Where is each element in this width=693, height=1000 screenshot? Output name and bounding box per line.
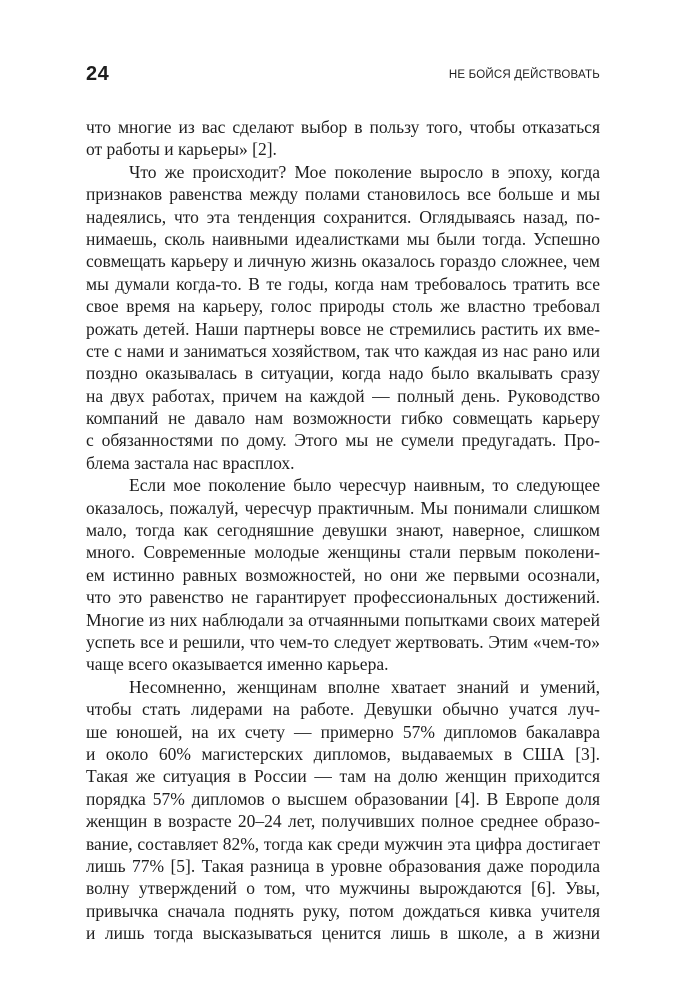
- text-line: ем истинно равных возможностей, но они же первыми осознали,: [86, 564, 600, 585]
- text-line: на двух работах, причем на каждой — полный день. Руководство: [86, 385, 600, 406]
- text-line: Что же происходит? Мое поколение выросло в эпоху, когда: [129, 161, 600, 182]
- text-line: надеялись, что эта тенденция сохранится. Оглядываясь назад, по-: [86, 206, 600, 227]
- text-line: Многие из них наблюдали за отчаянными попытками своих матерей: [86, 609, 600, 630]
- paragraph: [86, 116, 600, 161]
- text-line: волну утверждений о том, что мужчины вырождаются [6]. Увы,: [86, 878, 600, 899]
- text-line: чтобы стать лидерами на работе. Девушки обычно учатся луч-: [86, 699, 600, 720]
- text-line: вание, составляет 82%, тогда как среди мужчин эта цифра достигает: [86, 833, 600, 854]
- text-line: и лишь тогда высказываться ценится лишь в школе, а в жизни: [86, 923, 600, 944]
- text-line: порядка 57% дипломов о высшем образовании [4]. В Европе доля: [86, 788, 600, 809]
- text-line: ше юношей, на их счету — примерно 57% дипломов бакалавра: [86, 721, 600, 742]
- text-line: и около 60% магистерских дипломов, выдаваемых в США [3].: [86, 743, 600, 764]
- text-line: женщин в возрасте 20–24 лет, получивших полное среднее образо-: [86, 811, 600, 832]
- text-line: нимаешь, сколь наивными идеалистками мы были тогда. Успешно: [86, 228, 600, 249]
- text-line: признаков равенства между полами становилось все больше и мы: [86, 184, 600, 205]
- text-line: много. Современные молодые женщины стали первым поколени-: [86, 542, 600, 563]
- page-number: 24: [86, 63, 110, 85]
- text-line: свое время на карьеру, голос природы столь же властно требовал: [86, 296, 600, 317]
- text-line: с обязанностями по дому. Этого мы не сумели предугадать. Про-: [86, 430, 600, 451]
- running-head: НЕ БОЙСЯ ДЕЙСТВОВАТЬ: [448, 69, 600, 81]
- text-line: успеть все и решили, что чем-то следует жертвовать. Этим «чем-то»: [86, 631, 600, 652]
- text-line: что это равенство не гарантирует профессиональных достижений.: [86, 587, 600, 608]
- paragraph: [86, 474, 600, 676]
- text-line: Если мое поколение было чересчур наивным, то следующее: [129, 475, 600, 496]
- text-line: оказалось, пожалуй, чересчур практичным. Мы понимали слишком: [86, 497, 600, 518]
- text-line: лишь 77% [5]. Такая разница в уровне образования даже породила: [86, 855, 600, 876]
- text-line: Такая же ситуация в России — там на долю женщин приходится: [86, 766, 600, 787]
- text-line: Несомненно, женщинам вполне хватает знаний и умений,: [129, 676, 600, 697]
- text-line: привычка сначала поднять руку, потом дождаться кивка учителя: [86, 900, 600, 921]
- text-line: от работы и карьеры» [2].: [86, 139, 277, 160]
- text-line: чаще всего оказывается именно карьера.: [86, 654, 389, 675]
- text-line: что многие из вас сделают выбор в пользу того, чтобы отказаться: [86, 117, 600, 137]
- text-line: компаний не давало нам возможности гибко совмещать карьеру: [86, 408, 600, 429]
- text-line: поздно оказывалась в ситуации, когда надо было вкалывать сразу: [86, 363, 600, 384]
- text-line: совмещать карьеру и личную жизнь оказалось гораздо сложнее, чем: [86, 251, 600, 272]
- paragraph: [86, 161, 600, 474]
- body-text: [86, 116, 600, 944]
- text-line: блема застала нас врасплох.: [86, 452, 295, 473]
- text-line: мало, тогда как сегодняшние девушки знают, наверное, слишком: [86, 520, 600, 541]
- text-line: мы думали когда-то. В те годы, когда нам требовалось тратить все: [86, 273, 600, 294]
- paragraph: [86, 676, 600, 945]
- text-line: рожать детей. Наши партнеры вовсе не стремились растить их вме-: [86, 318, 600, 339]
- text-line: сте с нами и заниматься хозяйством, так что каждая из нас рано или: [86, 340, 600, 361]
